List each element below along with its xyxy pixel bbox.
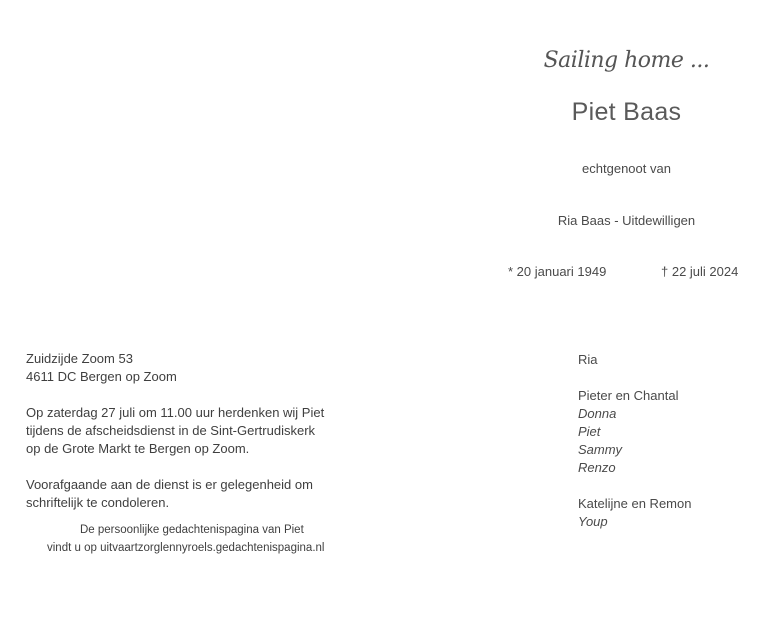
death-date: † 22 juli 2024 <box>661 264 739 279</box>
grandchild: Donna <box>578 406 617 421</box>
spacer <box>26 458 386 476</box>
webpage-line-1: De persoonlijke gedachtenispagina van Piet <box>80 524 304 536</box>
relation-text: echtgenoot van <box>582 161 671 176</box>
grandchild: Youp <box>578 514 608 529</box>
condolence-line-1: Voorafgaande aan de dienst is er gelegenheid om <box>26 477 313 492</box>
spouse-name: Ria Baas - Uitdewilligen <box>557 213 696 228</box>
info-block <box>26 350 386 512</box>
spacer <box>578 477 758 495</box>
grandchild: Sammy <box>578 442 623 457</box>
spacer <box>578 369 758 387</box>
address-city: 4611 DC Bergen op Zoom <box>26 369 177 384</box>
condolence-line-2: schriftelijk te condoleren. <box>26 495 170 510</box>
grandchild: Renzo <box>578 460 616 475</box>
family-wife: Ria <box>578 352 598 367</box>
service-line-3: op de Grote Markt te Bergen op Zoom. <box>26 441 250 456</box>
service-line-1: Op zaterdag 27 juli om 11.00 uur herdenken wij Piet <box>26 405 325 420</box>
address-street: Zuidzijde Zoom 53 <box>26 351 133 366</box>
family-list <box>578 351 758 531</box>
webpage-info <box>26 521 386 557</box>
deceased-name: Piet Baas <box>571 98 682 126</box>
family-couple-1: Pieter en Chantal <box>578 388 679 403</box>
birth-date: * 20 januari 1949 <box>508 264 607 279</box>
webpage-line-2: vindt u op uitvaartzorglennyroels.gedachtenispagina.nl <box>47 542 325 554</box>
family-couple-2: Katelijne en Remon <box>578 496 692 511</box>
motto: Sailing home ... <box>543 48 710 73</box>
service-line-2: tijdens de afscheidsdienst in de Sint-Gertrudiskerk <box>26 423 316 438</box>
spacer <box>26 386 386 404</box>
grandchild: Piet <box>578 424 601 439</box>
